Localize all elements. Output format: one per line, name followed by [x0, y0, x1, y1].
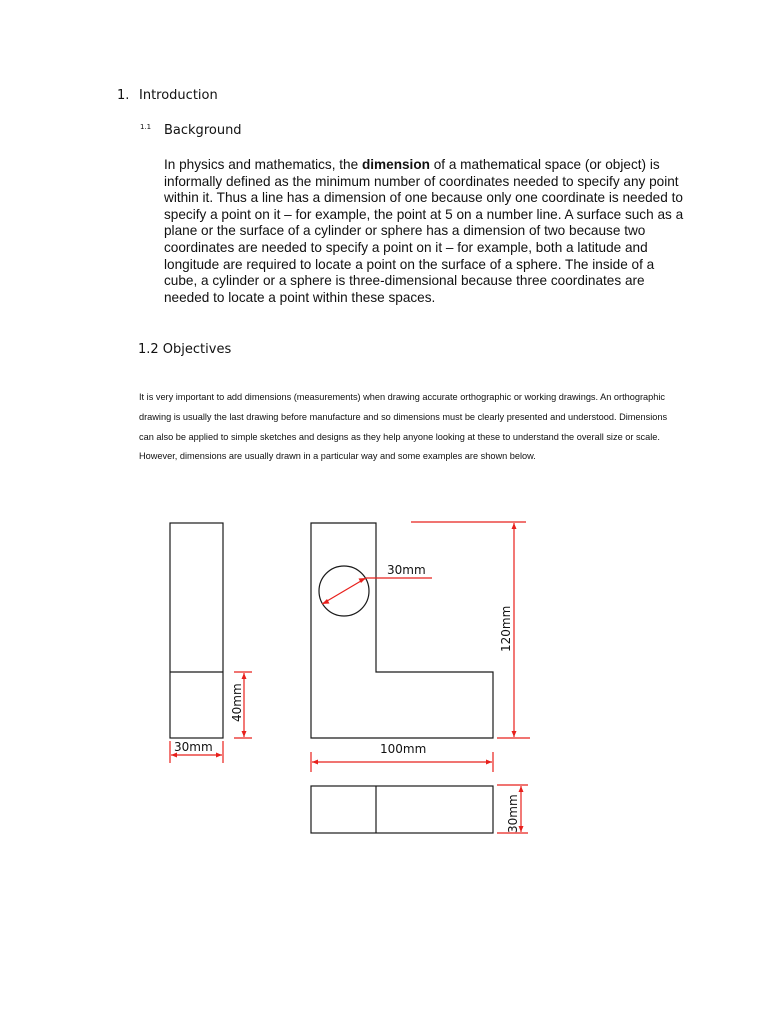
objectives-paragraph: It is very important to add dimensions (measurements) when drawing accurate orthographic or working drawings. An orthographic drawing is usually the last drawing before manufacture and so dimensions must be clearly presented and understood. Dimensions can also be applied to simple sketches and designs as they help anyone looking at these to understand the overall size or scale. However, dimensions are usually drawn in a particular way and some examples are shown below. [139, 392, 668, 462]
subsection-title: Background [164, 123, 242, 138]
side-width-label: 30mm [174, 740, 213, 754]
overall-width-label: 100mm [380, 742, 427, 756]
subsection-number: 1.1 [140, 123, 152, 131]
hole-diameter-leader [322, 578, 432, 604]
section-number: 1. [117, 88, 130, 103]
hole-diameter-label: 30mm [387, 563, 426, 577]
bold-term: dimension [361, 157, 430, 172]
side-height-label: 40mm [230, 683, 244, 722]
background-paragraph: In physics and mathematics, the dimension of a mathematical space (or object) is informally defined as the minimum number of coordinates needed to specify any point within it. Thus a line has a dimension of one because only one coordinate is needed to specify a point on it – for example, the point at 5 on a number line. A surface such as a plane or the surface of a cylinder or sphere has a dimension of two because two coordinates are needed to specify a point on it – for example, both a latitude and longitude are required to locate a point on the surface of a sphere. The inside of a cube, a cylinder or a sphere is three-dimensional because three coordinates are needed to locate a point within these spaces. [164, 157, 684, 305]
side-view [170, 523, 223, 738]
objectives-heading: 1.2 Objectives [138, 342, 232, 357]
section-title: Introduction [139, 88, 218, 103]
overall-height-label: 120mm [499, 605, 513, 652]
plan-depth-label: 30mm [506, 794, 520, 833]
plan-view [311, 786, 493, 833]
front-view [311, 523, 493, 738]
